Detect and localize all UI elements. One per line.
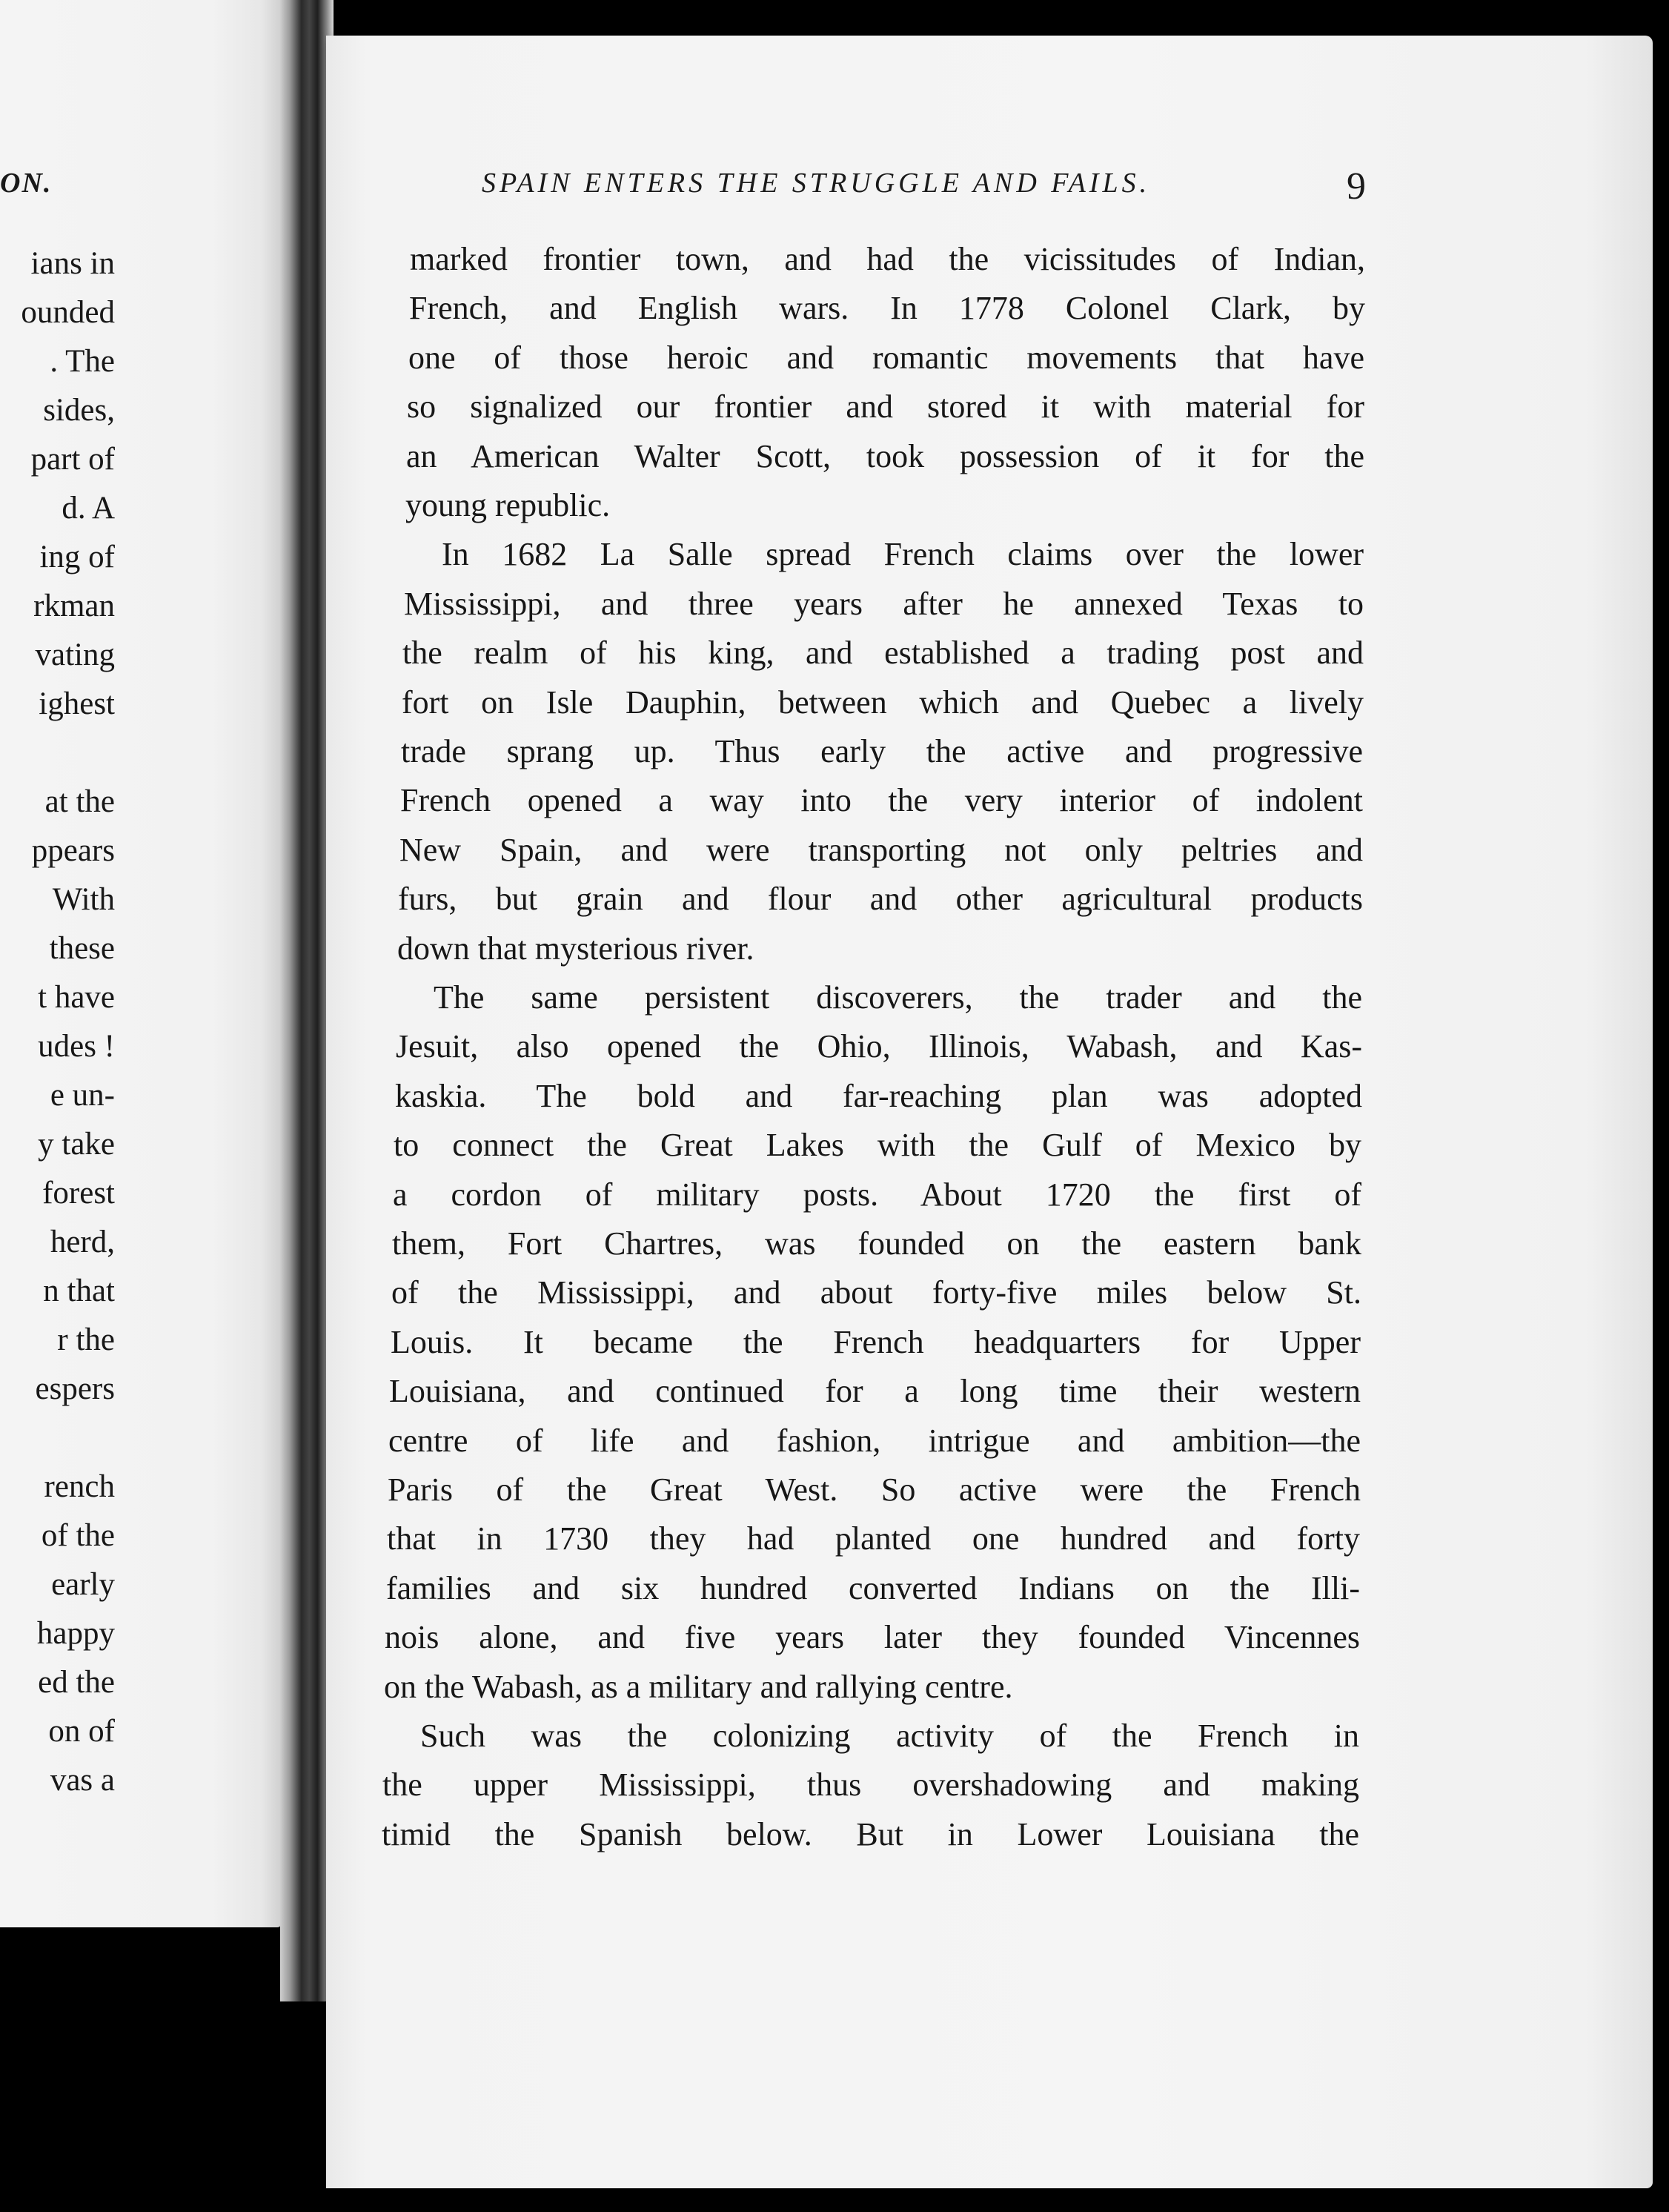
left-page-line: y take	[38, 1127, 115, 1162]
text-line: them, Fort Chartres, was founded on the eastern bank	[392, 1225, 1361, 1262]
left-page-line: t have	[38, 980, 115, 1015]
text-line: young republic.	[405, 487, 611, 523]
page-number: 9	[1347, 165, 1366, 208]
left-page-line: part of	[30, 442, 115, 477]
text-line: on the Wabash, as a military and rallying centre.	[384, 1669, 1013, 1705]
left-page-line: early	[51, 1567, 115, 1602]
left-page-line: at the	[44, 784, 115, 819]
text-line: the realm of his king, and established a trading post and	[402, 635, 1364, 671]
text-line: trade sprang up. Thus early the active and progressive	[401, 733, 1363, 769]
text-line: the upper Mississippi, thus overshadowing and making	[382, 1766, 1359, 1803]
left-page-line: on of	[48, 1714, 115, 1749]
text-line: Mississippi, and three years after he annexed Texas to	[404, 586, 1364, 622]
left-page-line: ed the	[38, 1665, 115, 1700]
text-line: Such was the colonizing activity of the French in	[420, 1718, 1359, 1754]
left-page-line: of the	[41, 1518, 115, 1553]
text-line: to connect the Great Lakes with the Gulf of Mexico by	[394, 1127, 1361, 1163]
left-page-line: sides,	[43, 393, 115, 428]
left-page	[0, 0, 282, 1927]
left-page-line: ounded	[21, 295, 115, 330]
text-line: fort on Isle Dauphin, between which and Quebec a lively	[402, 684, 1364, 721]
text-line: timid the Spanish below. But in Lower Louisiana the	[382, 1816, 1359, 1852]
left-page-line: forest	[42, 1176, 115, 1211]
text-line: so signalized our frontier and stored it with material for	[407, 388, 1364, 425]
left-page-line: vating	[35, 638, 115, 672]
left-page-line: With	[52, 882, 115, 917]
text-line: French opened a way into the very interior of indolent	[400, 782, 1363, 818]
text-line: of the Mississippi, and about forty-five miles below St.	[391, 1274, 1361, 1311]
text-line: nois alone, and five years later they founded Vincennes	[385, 1619, 1360, 1655]
left-page-line: vas a	[50, 1763, 115, 1798]
left-page-line: e un-	[50, 1078, 115, 1113]
text-line: Jesuit, also opened the Ohio, Illinois, Wabash, and Kas-	[396, 1028, 1362, 1064]
running-head: SPAIN ENTERS THE STRUGGLE AND FAILS.	[482, 168, 1151, 199]
left-page-line: ians in	[30, 246, 115, 281]
text-line: that in 1730 they had planted one hundred and forty	[387, 1520, 1360, 1557]
text-line: families and six hundred converted Indians on the Illi-	[386, 1570, 1360, 1606]
text-line: furs, but grain and flour and other agricultural products	[398, 881, 1363, 917]
text-line: French, and English wars. In 1778 Colonel Clark, by	[409, 290, 1365, 326]
text-line: a cordon of military posts. About 1720 the first of	[393, 1176, 1361, 1213]
left-page-line: udes !	[38, 1029, 115, 1064]
left-page-line: ppears	[31, 833, 115, 868]
text-line: kaskia. The bold and far-reaching plan was adopted	[395, 1078, 1362, 1114]
text-line: New Spain, and were transporting not only peltries and	[399, 832, 1363, 868]
text-line: Louis. It became the French headquarters for Upper	[391, 1324, 1361, 1360]
text-line: The same persistent discoverers, the trader and the	[434, 979, 1362, 1016]
text-line: Paris of the Great West. So active were the French	[388, 1471, 1361, 1508]
text-line: one of those heroic and romantic movements that have	[408, 340, 1364, 376]
text-line: down that mysterious river.	[397, 930, 754, 967]
left-page-line: r the	[57, 1322, 115, 1357]
left-page-line: n that	[43, 1274, 115, 1308]
text-line: In 1682 La Salle spread French claims over the lower	[442, 536, 1364, 572]
text-line: centre of life and fashion, intrigue and ambition—the	[388, 1423, 1361, 1459]
left-page-line: rkman	[33, 589, 115, 623]
left-page-line: rench	[44, 1469, 115, 1504]
left-running-head: ON.	[0, 168, 53, 199]
left-page-line: ing of	[39, 540, 115, 574]
left-page-line: ighest	[39, 686, 115, 721]
text-line: marked frontier town, and had the vicissitudes of Indian,	[410, 241, 1365, 277]
left-page-line: herd,	[50, 1225, 115, 1259]
left-page-line: d. A	[62, 491, 115, 526]
left-page-line: happy	[36, 1616, 115, 1651]
left-page-line: these	[49, 931, 115, 966]
left-page-line: espers	[35, 1371, 115, 1406]
left-page-line: . The	[50, 344, 115, 379]
text-line: an American Walter Scott, took possession of it for the	[406, 438, 1364, 474]
text-line: Louisiana, and continued for a long time their western	[389, 1373, 1361, 1409]
